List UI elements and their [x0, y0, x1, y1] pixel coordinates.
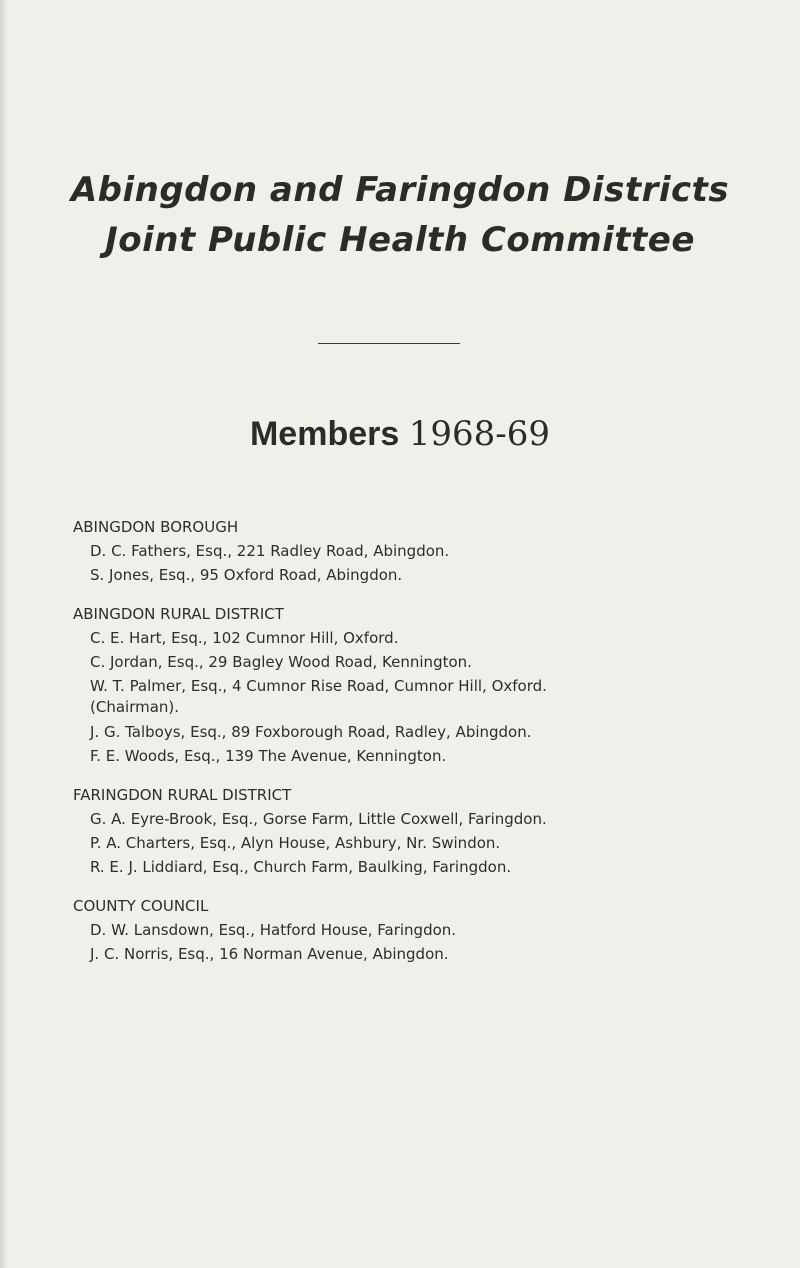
members-heading-year: 1968-69 [408, 414, 550, 454]
document-title-line-2: Joint Public Health Committee [105, 220, 695, 260]
section-abingdon-rural-district [73, 602, 773, 768]
member-entry: D. W. Lansdown, Esq., Hatford House, Faringdon. [90, 921, 457, 939]
members-heading-word: Members [249, 415, 400, 453]
member-entry: G. A. Eyre-Brook, Esq., Gorse Farm, Little Coxwell, Faringdon. [90, 810, 547, 828]
member-entry: R. E. J. Liddiard, Esq., Church Farm, Baulking, Faringdon. [90, 858, 512, 876]
member-entry-chairman [73, 674, 773, 717]
title-divider [318, 343, 460, 344]
member-entry: J. G. Talboys, Esq., 89 Foxborough Road, Radley, Abingdon. [90, 723, 532, 741]
member-entry: C. E. Hart, Esq., 102 Cumnor Hill, Oxford. [90, 629, 399, 647]
member-entry: C. Jordan, Esq., 29 Bagley Wood Road, Kennington. [90, 653, 472, 671]
section-faringdon-rural-district [73, 783, 773, 879]
member-entry: J. C. Norris, Esq., 16 Norman Avenue, Abingdon. [90, 945, 449, 963]
member-entry: D. C. Fathers, Esq., 221 Radley Road, Abingdon. [90, 542, 450, 560]
section-title: ABINGDON BOROUGH [73, 518, 239, 536]
section-title: FARINGDON RURAL DISTRICT [73, 786, 292, 804]
section-title: ABINGDON RURAL DISTRICT [73, 605, 284, 623]
chairman-note: (Chairman). [90, 698, 180, 716]
section-abingdon-borough [73, 515, 773, 587]
member-entry: P. A. Charters, Esq., Alyn House, Ashbury, Nr. Swindon. [90, 834, 501, 852]
section-county-council [73, 894, 773, 966]
document-title-line-1: Abingdon and Faringdon Districts [70, 170, 730, 210]
section-title: COUNTY COUNCIL [73, 897, 209, 915]
member-entry: F. E. Woods, Esq., 139 The Avenue, Kennington. [90, 747, 447, 765]
member-entry-text: W. T. Palmer, Esq., 4 Cumnor Rise Road, Cumnor Hill, Oxford. [90, 677, 547, 695]
members-heading [0, 414, 800, 454]
member-entry: S. Jones, Esq., 95 Oxford Road, Abingdon. [90, 566, 403, 584]
member-list [73, 515, 773, 981]
